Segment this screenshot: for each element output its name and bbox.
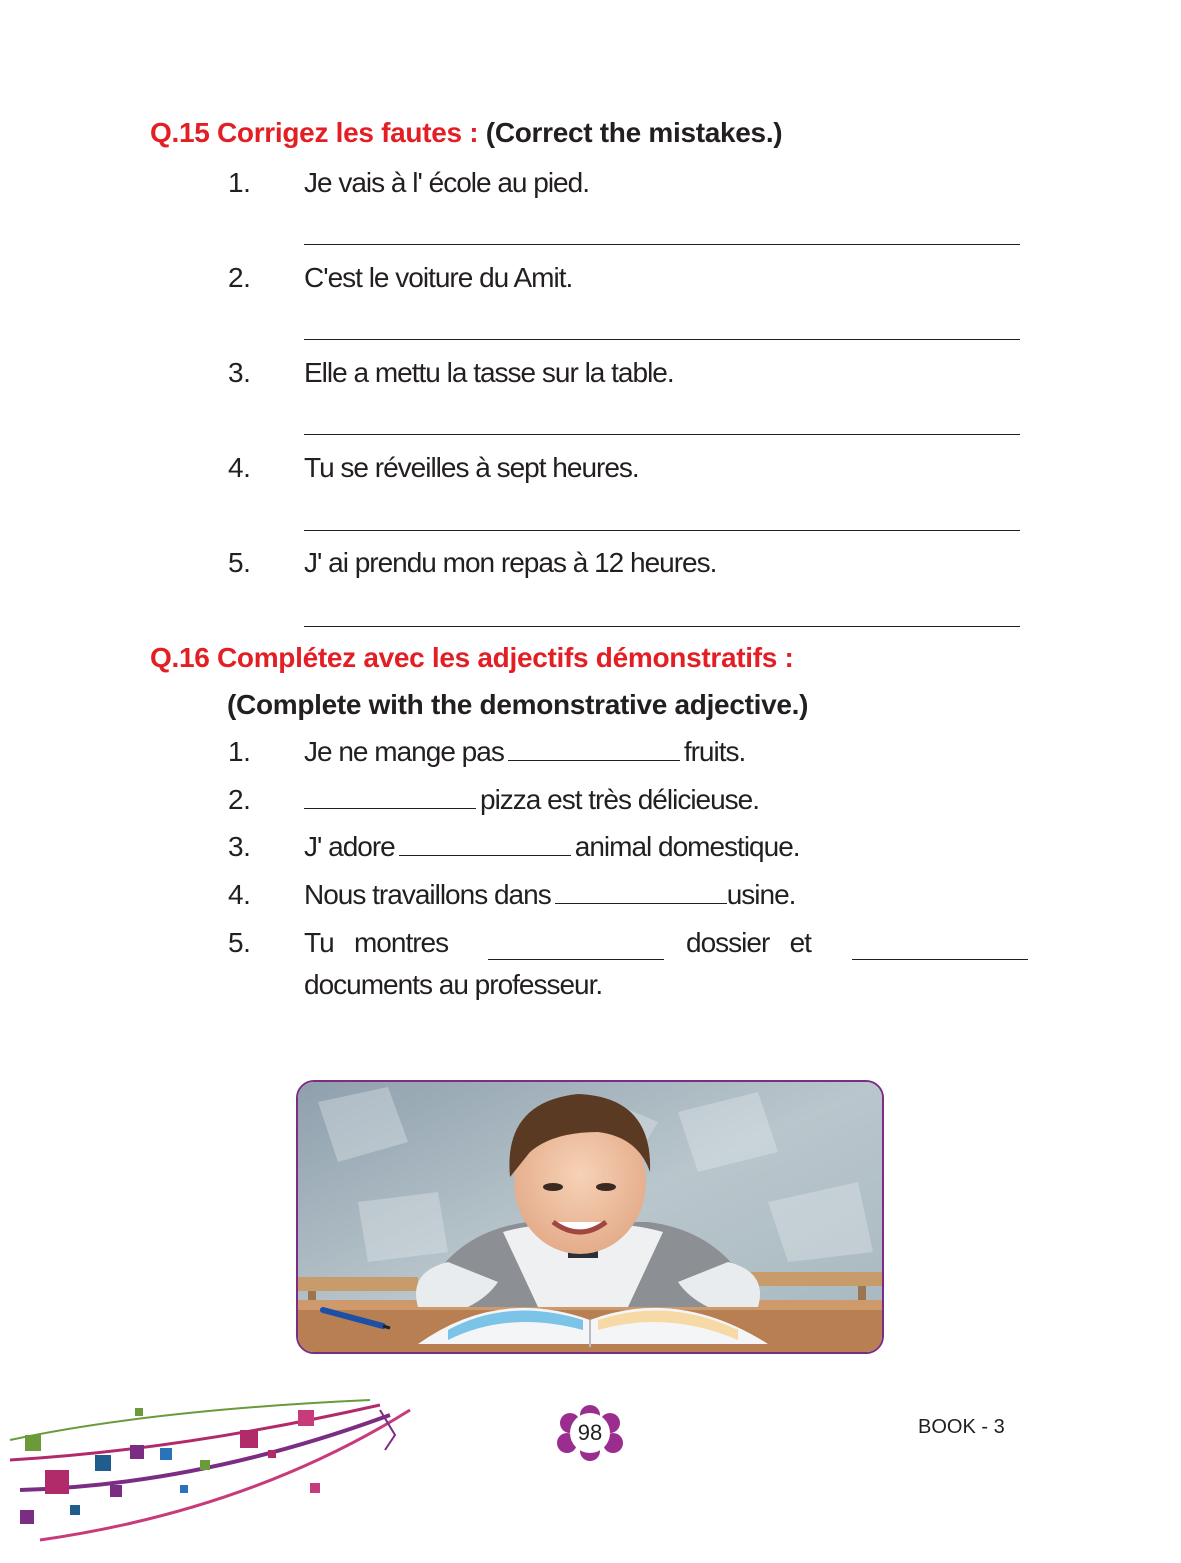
q16-item-3-number: 3. (228, 831, 251, 862)
q15-item-4-answer-line[interactable] (304, 530, 1020, 531)
q15-item-4-number: 4. (228, 452, 251, 483)
q16-item-5-line-1 (304, 927, 448, 959)
q16-item-1-number: 1. (228, 736, 251, 767)
page-number: 98 (577, 1420, 603, 1445)
q16-item-5-part-1: Tu montres (304, 927, 449, 958)
book-label: BOOK - 3 (918, 1416, 1005, 1438)
q15-item-5-number: 5. (228, 547, 251, 578)
q16-item-4-before: Nous travaillons dans (304, 879, 551, 910)
q16-item-4 (304, 879, 795, 911)
q16-item-3-after: animal domestique. (574, 831, 800, 862)
q15-item-5-text: J' ai prendu mon repas à 12 heures. (304, 547, 717, 578)
q15-heading (150, 117, 782, 149)
q15-item-5-answer-line[interactable] (304, 626, 1020, 627)
q15-item-2-answer-line[interactable] (304, 339, 1020, 340)
boy-reading-illustration (298, 1082, 882, 1352)
q16-item-4-blank[interactable] (555, 881, 727, 904)
q16-item-1-after: fruits. (683, 736, 746, 767)
q16-item-3 (304, 831, 800, 863)
q16-item-5-blank-2[interactable] (852, 937, 1028, 960)
q15-item-1-answer-line[interactable] (304, 244, 1020, 245)
q15-heading-french: Q.15 Corrigez les fautes : (150, 117, 486, 148)
q15-heading-english: (Correct the mistakes.) (485, 117, 783, 148)
decorative-swirl-graphic (0, 1390, 430, 1563)
q16-subheading: (Complete with the demonstrative adjective.) (227, 689, 809, 720)
q16-item-3-blank[interactable] (399, 833, 571, 856)
q16-heading: Q.16 Complétez avec les adjectifs démonstratifs : (150, 642, 794, 673)
boy-reading-photo (296, 1080, 884, 1354)
q15-item-1-number: 1. (228, 167, 251, 198)
q16-item-5-number: 5. (228, 927, 251, 958)
q16-item-1 (304, 736, 745, 768)
q15-item-1-text: Je vais à l' école au pied. (304, 167, 589, 198)
q15-item-4-text: Tu se réveilles à sept heures. (304, 452, 639, 483)
q16-item-5-line-2: documents au professeur. (304, 969, 603, 1000)
q15-item-2-text: C'est le voiture du Amit. (304, 262, 573, 293)
q16-item-5-part-2: dossier et (686, 927, 811, 958)
q16-item-2-after: pizza est très délicieuse. (480, 784, 760, 815)
q16-item-2-number: 2. (228, 784, 251, 815)
q15-item-2-number: 2. (228, 262, 251, 293)
q16-item-1-before: Je ne mange pas (304, 736, 504, 767)
q16-item-4-number: 4. (228, 879, 251, 910)
q16-item-4-after: usine. (726, 879, 796, 910)
q15-item-3-text: Elle a mettu la tasse sur la table. (304, 357, 674, 388)
q16-item-3-before: J' adore (304, 831, 395, 862)
q15-item-3-answer-line[interactable] (304, 434, 1020, 435)
q16-item-1-blank[interactable] (508, 738, 680, 761)
q15-item-3-number: 3. (228, 357, 251, 388)
q16-item-5-blank-1[interactable] (488, 937, 664, 960)
q16-item-2 (304, 784, 759, 816)
q16-item-2-blank[interactable] (304, 786, 476, 809)
